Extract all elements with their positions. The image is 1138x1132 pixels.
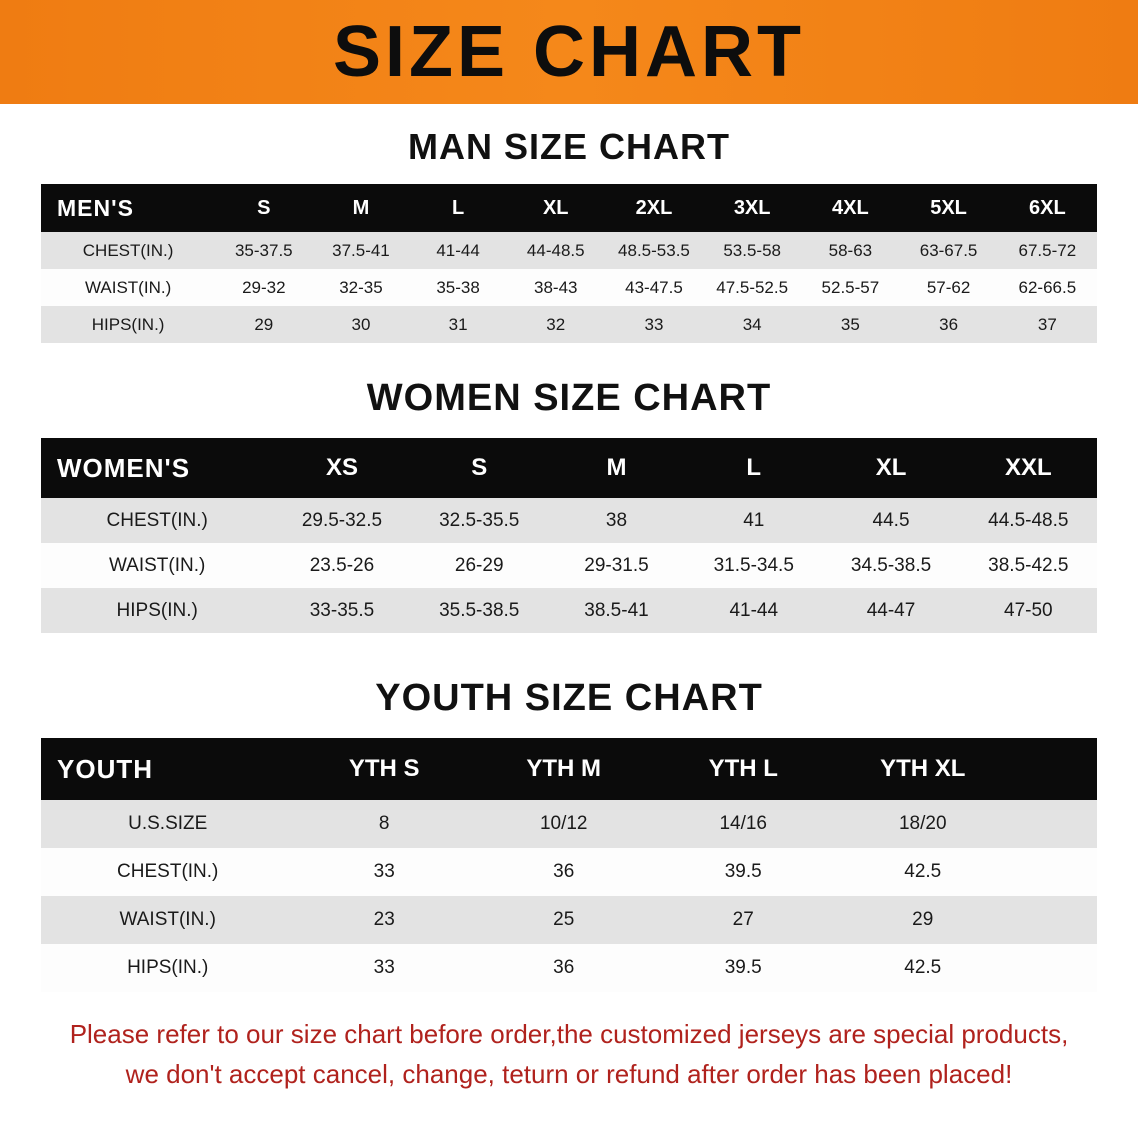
- column-header: L: [410, 184, 507, 232]
- table-cell: 18/20: [833, 800, 1013, 848]
- footer-note-line-1: Please refer to our size chart before order,the customized jerseys are special products,: [69, 1019, 1069, 1049]
- table-cell: 67.5-72: [998, 232, 1097, 269]
- table-header-row: [41, 738, 1097, 800]
- table-cell: 44-47: [822, 588, 959, 633]
- table-cell: 34.5-38.5: [822, 543, 959, 588]
- table-cell: 37.5-41: [312, 232, 409, 269]
- column-header: S: [215, 184, 312, 232]
- table-cell: 47.5-52.5: [703, 269, 801, 306]
- table-cell: 38.5-41: [548, 588, 685, 633]
- man-size-table: [41, 184, 1097, 343]
- table-cell: 33: [605, 306, 703, 343]
- table-row: [41, 588, 1097, 633]
- table-row: [41, 498, 1097, 543]
- man-table-wrap: [41, 184, 1097, 343]
- table-cell: 43-47.5: [605, 269, 703, 306]
- page-title: SIZE CHART: [333, 12, 805, 92]
- table-cell-spacer: [1013, 896, 1098, 944]
- table-row: [41, 800, 1097, 848]
- table-cell: 25: [474, 896, 654, 944]
- table-cell: 47-50: [960, 588, 1097, 633]
- table-cell: 10/12: [474, 800, 654, 848]
- table-header-row: [41, 184, 1097, 232]
- table-row: [41, 848, 1097, 896]
- table-cell: 35-38: [410, 269, 507, 306]
- column-header: XL: [822, 438, 959, 498]
- table-cell: 8: [294, 800, 474, 848]
- table-cell: 58-63: [801, 232, 899, 269]
- table-cell: 41-44: [410, 232, 507, 269]
- table-cell: 31: [410, 306, 507, 343]
- youth-size-table: [41, 738, 1097, 992]
- table-cell: 41: [685, 498, 822, 543]
- footer-note-line-2: we don't accept cancel, change, teturn or refund after order has been placed!: [125, 1059, 1013, 1090]
- page-banner: [0, 0, 1138, 104]
- table-header-row: [41, 438, 1097, 498]
- table-cell: 42.5: [833, 848, 1013, 896]
- table-cell: 27: [653, 896, 833, 944]
- row-label: WAIST(IN.): [41, 543, 273, 588]
- table-cell: 32.5-35.5: [411, 498, 548, 543]
- table-cell: 32: [507, 306, 605, 343]
- table-cell: 14/16: [653, 800, 833, 848]
- column-header: YTH XL: [833, 738, 1013, 800]
- column-header: YOUTH: [41, 738, 294, 800]
- women-table-wrap: [41, 438, 1097, 633]
- table-cell: 63-67.5: [899, 232, 997, 269]
- table-cell: 33: [294, 848, 474, 896]
- table-cell: 29: [833, 896, 1013, 944]
- row-label: CHEST(IN.): [41, 232, 215, 269]
- table-row: [41, 232, 1097, 269]
- column-header: XXL: [960, 438, 1097, 498]
- table-cell: 29-32: [215, 269, 312, 306]
- column-header: M: [548, 438, 685, 498]
- table-cell: 62-66.5: [998, 269, 1097, 306]
- table-cell-spacer: [1013, 848, 1098, 896]
- table-row: [41, 944, 1097, 992]
- table-cell: 52.5-57: [801, 269, 899, 306]
- table-cell: 44.5-48.5: [960, 498, 1097, 543]
- column-header: M: [312, 184, 409, 232]
- column-header: XL: [507, 184, 605, 232]
- column-header: L: [685, 438, 822, 498]
- table-cell: 23: [294, 896, 474, 944]
- column-header: S: [411, 438, 548, 498]
- column-header: YTH S: [294, 738, 474, 800]
- table-cell: 42.5: [833, 944, 1013, 992]
- table-cell: 32-35: [312, 269, 409, 306]
- table-cell: 34: [703, 306, 801, 343]
- column-header: 3XL: [703, 184, 801, 232]
- table-cell: 35.5-38.5: [411, 588, 548, 633]
- table-cell: 36: [899, 306, 997, 343]
- table-cell: 37: [998, 306, 1097, 343]
- row-label: CHEST(IN.): [41, 848, 294, 896]
- table-cell: 38-43: [507, 269, 605, 306]
- table-cell: 44.5: [822, 498, 959, 543]
- table-cell: 29: [215, 306, 312, 343]
- youth-table-wrap: [41, 738, 1097, 992]
- table-cell: 23.5-26: [273, 543, 410, 588]
- column-header: 2XL: [605, 184, 703, 232]
- column-header: MEN'S: [41, 184, 215, 232]
- table-cell: 29.5-32.5: [273, 498, 410, 543]
- table-cell: 38.5-42.5: [960, 543, 1097, 588]
- column-header: XS: [273, 438, 410, 498]
- table-cell: 39.5: [653, 848, 833, 896]
- youth-section-heading: YOUTH SIZE CHART: [375, 677, 763, 719]
- table-cell: 53.5-58: [703, 232, 801, 269]
- women-size-table: [41, 438, 1097, 633]
- row-label: HIPS(IN.): [41, 306, 215, 343]
- table-cell: 29-31.5: [548, 543, 685, 588]
- table-cell: 41-44: [685, 588, 822, 633]
- row-label: WAIST(IN.): [41, 896, 294, 944]
- row-label: HIPS(IN.): [41, 588, 273, 633]
- table-cell: 36: [474, 848, 654, 896]
- column-header-spacer: [1013, 738, 1098, 800]
- table-cell: 38: [548, 498, 685, 543]
- table-row: [41, 306, 1097, 343]
- footer-note: [39, 1014, 1099, 1095]
- row-label: CHEST(IN.): [41, 498, 273, 543]
- column-header: WOMEN'S: [41, 438, 273, 498]
- table-cell: 48.5-53.5: [605, 232, 703, 269]
- table-cell: 57-62: [899, 269, 997, 306]
- row-label: HIPS(IN.): [41, 944, 294, 992]
- column-header: 4XL: [801, 184, 899, 232]
- table-cell: 33: [294, 944, 474, 992]
- table-row: [41, 896, 1097, 944]
- column-header: YTH M: [474, 738, 654, 800]
- table-cell-spacer: [1013, 800, 1098, 848]
- column-header: 5XL: [899, 184, 997, 232]
- table-row: [41, 543, 1097, 588]
- table-cell: 36: [474, 944, 654, 992]
- column-header: 6XL: [998, 184, 1097, 232]
- table-row: [41, 269, 1097, 306]
- table-cell: 33-35.5: [273, 588, 410, 633]
- row-label: U.S.SIZE: [41, 800, 294, 848]
- table-cell: 35-37.5: [215, 232, 312, 269]
- table-cell: 44-48.5: [507, 232, 605, 269]
- table-cell: 35: [801, 306, 899, 343]
- women-section-heading: WOMEN SIZE CHART: [366, 377, 772, 419]
- row-label: WAIST(IN.): [41, 269, 215, 306]
- column-header: YTH L: [653, 738, 833, 800]
- man-section-heading: MAN SIZE CHART: [408, 126, 730, 167]
- table-cell: 26-29: [411, 543, 548, 588]
- table-cell: 31.5-34.5: [685, 543, 822, 588]
- table-cell-spacer: [1013, 944, 1098, 992]
- table-cell: 30: [312, 306, 409, 343]
- table-cell: 39.5: [653, 944, 833, 992]
